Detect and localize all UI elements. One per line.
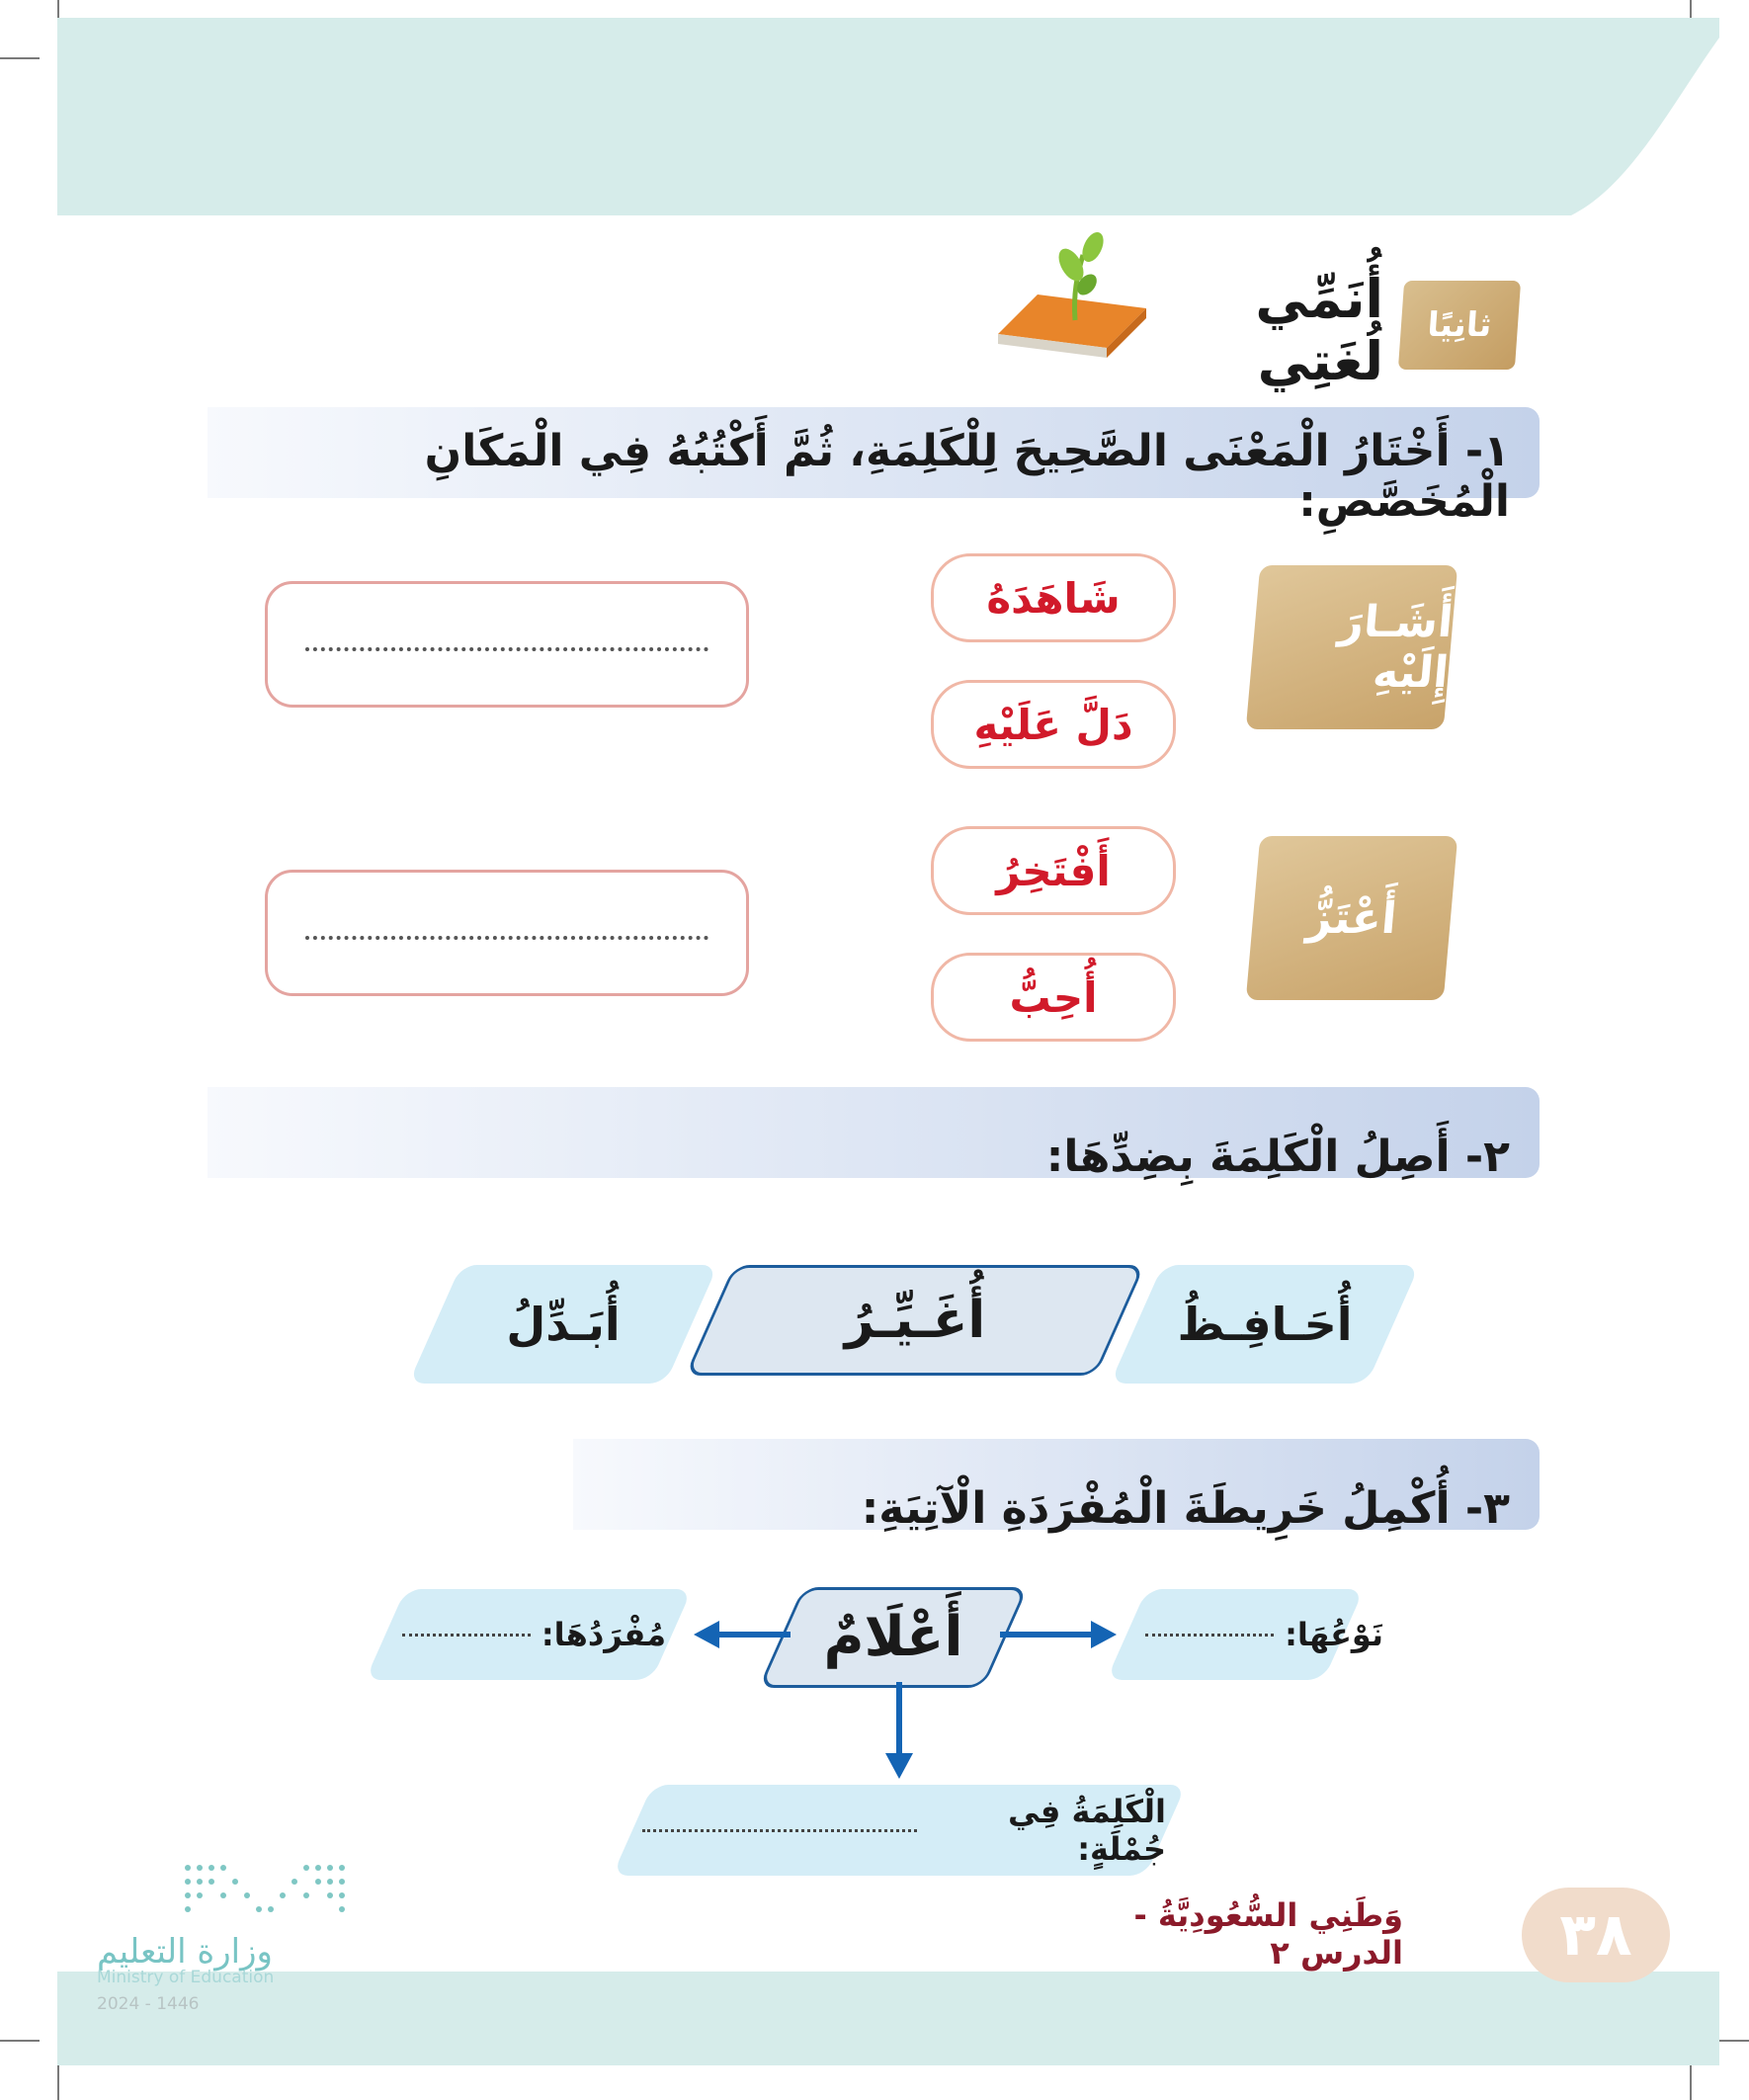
- answer-dotted-line: [305, 936, 708, 940]
- page-number: ٣٨: [1522, 1888, 1670, 1982]
- q1-choice[interactable]: شَاهَدَهُ: [931, 553, 1176, 642]
- section-badge: ثانِيًا: [1398, 281, 1521, 370]
- q3-sentence-dots: [642, 1829, 917, 1832]
- crop-mark: [0, 2040, 40, 2042]
- q2-word: أُبَـدِّلُ: [506, 1298, 621, 1351]
- q3-singular-dots: [402, 1634, 531, 1637]
- q2-word: أُحَـافِـظُ: [1177, 1298, 1353, 1351]
- section-title: أُنَمِّي لُغَتِي: [1255, 268, 1383, 392]
- arrow-left-icon: [692, 1615, 791, 1654]
- q3-type-field: [1136, 1607, 1383, 1662]
- q1-word-2: أَعْتَزُّ: [1246, 836, 1458, 1000]
- q3-center-word: أَعْلَامٌ: [823, 1604, 963, 1669]
- footer-lesson: وَطَنِي السُّعُودِيَّةُ - الدرس ٢: [1133, 1896, 1403, 1972]
- top-band-curve: [1482, 18, 1749, 225]
- q1-choice[interactable]: أَفْتَخِرُ: [931, 826, 1176, 915]
- top-band: [57, 18, 1719, 215]
- q3-singular-field: [395, 1607, 666, 1662]
- q1-choice[interactable]: أُحِبُّ: [931, 953, 1176, 1042]
- book-sprout-icon: [988, 225, 1156, 364]
- q1-choice[interactable]: دَلَّ عَلَيْهِ: [931, 680, 1176, 769]
- q3-sentence-label: الْكَلِمَةُ فِي جُمْلَةٍ:: [1008, 1793, 1166, 1868]
- ministry-name-en: Ministry of Education: [97, 1968, 275, 1987]
- q1-answer-field[interactable]: [265, 581, 749, 708]
- crop-mark: [0, 57, 40, 59]
- q3-sentence-field: [642, 1793, 1166, 1868]
- q3-instruction: ٣- أُكْمِلُ خَرِيطَةَ الْمُفْرَدَةِ الْآتِيَةِ:: [861, 1482, 1510, 1534]
- bottom-band: [57, 1972, 1719, 2065]
- q2-center-word: أُغَـيِّـرُ: [844, 1291, 986, 1350]
- q1-word-1: أَشَـارَ إِلَيْهِ: [1246, 565, 1458, 729]
- ministry-year: 2024 - 1446: [97, 1994, 200, 2014]
- q2-instruction: ٢- أَصِلُ الْكَلِمَةَ بِضِدِّهَا:: [1045, 1131, 1510, 1182]
- crop-mark: [57, 2060, 59, 2100]
- q1-instruction: ١- أَخْتَارُ الْمَعْنَى الصَّحِيحَ لِلْكَلِمَةِ، ثُمَّ أَكْتُبُهُ فِي الْمَكَانِ الْمُخَصَّصِ:: [424, 426, 1510, 527]
- q3-singular-label: مُفْرَدُهَا:: [541, 1616, 666, 1653]
- arrow-right-icon: [1000, 1615, 1119, 1654]
- arrow-down-icon: [879, 1682, 919, 1781]
- q1-answer-field[interactable]: [265, 870, 749, 996]
- ministry-name-ar: وزارة التعليم: [97, 1932, 273, 1972]
- q3-type-dots: [1145, 1634, 1274, 1637]
- answer-dotted-line: [305, 647, 708, 651]
- crop-mark: [1690, 2060, 1692, 2100]
- ministry-logo-icon: [178, 1858, 356, 1927]
- q3-type-label: نَوْعُهَا:: [1285, 1616, 1383, 1653]
